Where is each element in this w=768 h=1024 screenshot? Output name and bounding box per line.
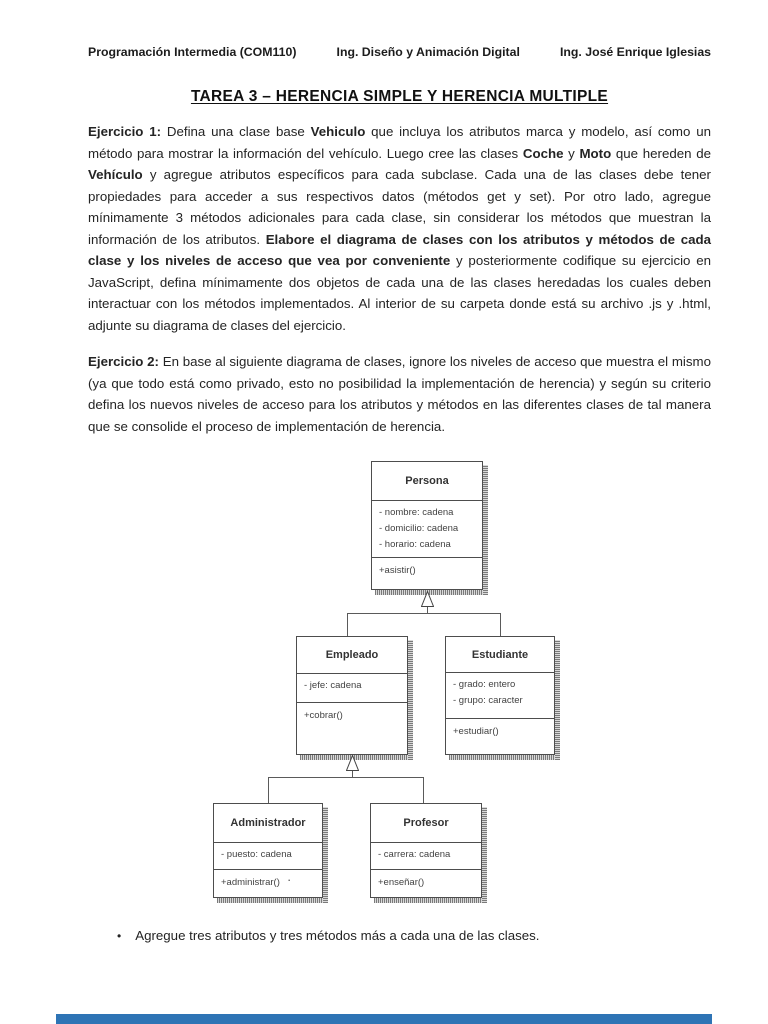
uml-class-administrador <box>213 803 323 898</box>
uml-member: +asistir() <box>379 565 416 576</box>
header-course: Programación Intermedia (COM110) <box>88 45 297 59</box>
uml-member: +cobrar() <box>304 710 343 721</box>
uml-member: - grado: entero <box>453 679 516 690</box>
connector-line <box>347 613 348 636</box>
connector-line <box>500 613 501 636</box>
uml-member: +administrar() <box>221 877 280 888</box>
uml-attributes-section <box>446 673 554 719</box>
footer-accent-bar <box>56 1014 712 1024</box>
uml-methods-section <box>371 870 481 897</box>
bullet-icon: • <box>117 929 122 943</box>
uml-attributes-section <box>371 843 481 870</box>
uml-member: - carrera: cadena <box>378 849 451 860</box>
uml-member: +estudiar() <box>453 726 499 737</box>
uml-class-profesor <box>370 803 482 898</box>
uml-methods-section <box>297 703 407 754</box>
uml-member: - horario: cadena <box>379 539 451 550</box>
uml-attributes-section <box>372 501 482 558</box>
uml-class-empleado <box>296 636 408 755</box>
uml-class-estudiante <box>445 636 555 755</box>
bullet-item <box>117 928 540 943</box>
page-title: TAREA 3 – HERENCIA SIMPLE Y HERENCIA MULTIPLE <box>190 88 609 105</box>
paragraph-ejercicio-1: Ejercicio 1: Defina una clase base Vehiculo que incluya los atributos marca y modelo, así como un método para mostrar la información del vehículo. Luego cree las clases Coche y Moto que hereden de Vehículo y agregue atributos específicos para cada subclase. Cada una de las clases debe tener propiedades para acceder a sus respectivos datos (métodos get y set). Por otro lado, agregue mínimamente 3 métodos adicionales para cada clase, sin considerar los métodos que muestran la información de los atributos. Elabore el diagrama de clases con los atributos y métodos de cada clase y los niveles de acceso que vea por conveniente y posteriormente codifique su ejercicio en JavaScript, defina mínimamente dos objetos de cada una de las clases heredadas los cuales deben interactuar con los métodos implementados. Al interior de su carpeta donde está su archivo .js y .html, adjunte su diagrama de clases del ejercicio. <box>88 124 711 333</box>
uml-member: - puesto: cadena <box>221 849 292 860</box>
connector-line <box>268 777 423 778</box>
inheritance-triangle-icon <box>421 591 434 607</box>
bullet-text: Agregue tres atributos y tres métodos más a cada una de las clases. <box>135 928 540 943</box>
header-program: Ing. Diseño y Animación Digital <box>336 45 520 59</box>
paragraph-ejercicio-2: Ejercicio 2: En base al siguiente diagrama de clases, ignore los niveles de acceso que muestra el mismo (ya que todo está como privado, esto no posibilidad la implementación de herencia) y según su criterio defina los nuevos niveles de acceso para los atributos y métodos en las diferentes clases de tal manera que se consolide el proceso de implementación de herencia. <box>88 354 711 434</box>
connector-line <box>347 613 500 614</box>
uml-member: - nombre: cadena <box>379 507 454 518</box>
stray-dot: · <box>287 872 292 887</box>
uml-class-name: Empleado <box>297 637 407 674</box>
uml-class-name: Profesor <box>371 804 481 843</box>
uml-class-name: Administrador <box>214 804 322 843</box>
uml-attributes-section <box>214 843 322 870</box>
uml-member: - domicilio: cadena <box>379 523 459 534</box>
uml-member: - jefe: cadena <box>304 680 362 691</box>
uml-member: +enseñar() <box>378 877 425 888</box>
connector-line <box>423 777 424 803</box>
uml-methods-section <box>214 870 322 897</box>
inheritance-triangle-icon <box>346 755 359 771</box>
uml-class-name: Persona <box>372 462 482 501</box>
uml-methods-section <box>372 558 482 589</box>
uml-class-persona <box>371 461 483 590</box>
header-author: Ing. José Enrique Iglesias <box>559 45 711 59</box>
uml-attributes-section <box>297 674 407 703</box>
uml-class-name: Estudiante <box>446 637 554 673</box>
uml-member: - grupo: caracter <box>453 695 523 706</box>
uml-methods-section <box>446 719 554 754</box>
connector-line <box>268 777 269 803</box>
page-header <box>88 45 711 59</box>
